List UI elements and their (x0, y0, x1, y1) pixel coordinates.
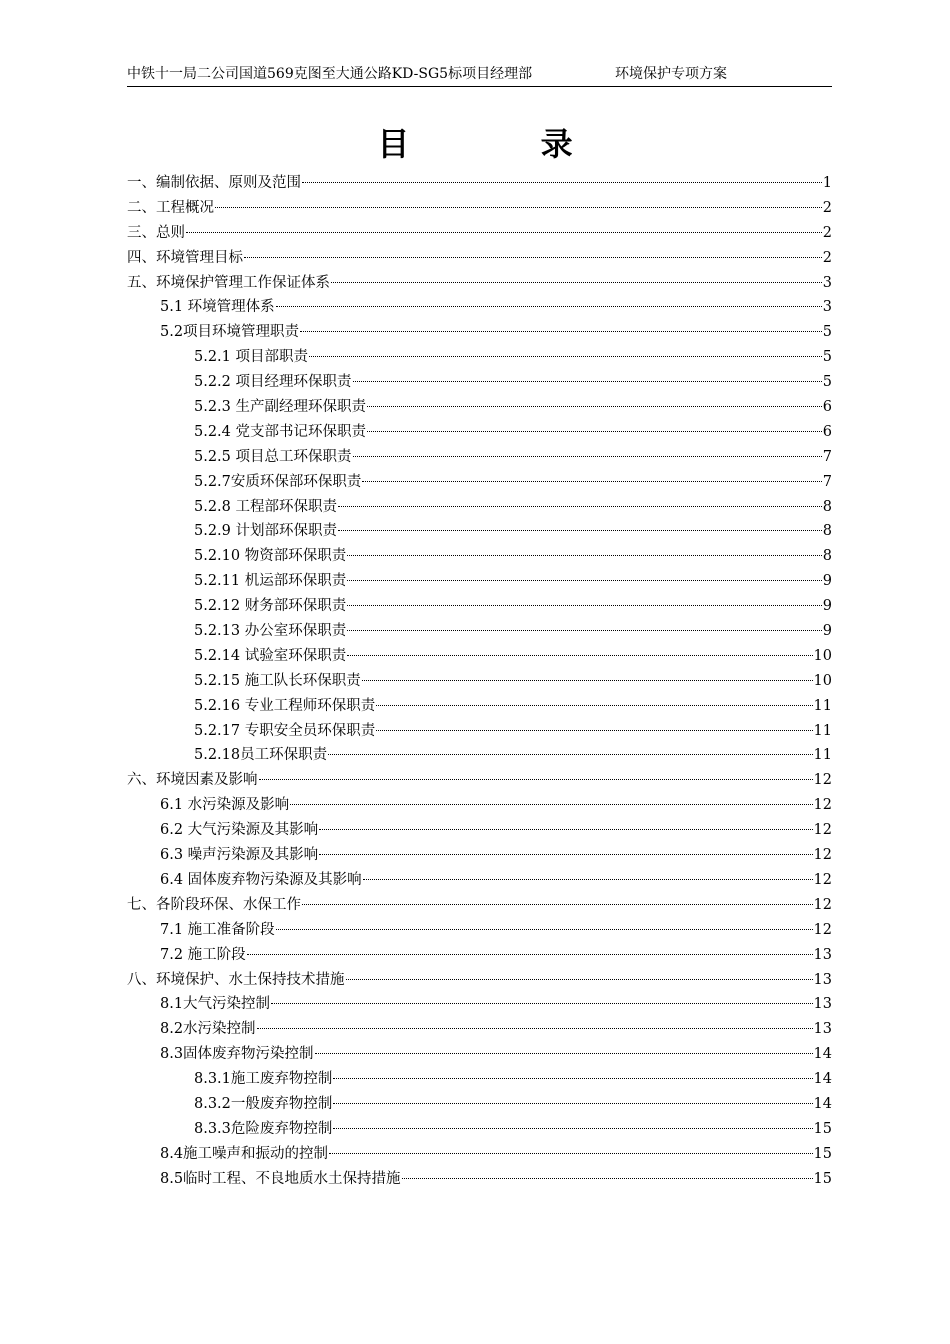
toc-entry[interactable] (127, 1042, 832, 1067)
toc-leader-dots (186, 232, 822, 233)
toc-leader-dots (346, 979, 813, 980)
toc-entry[interactable] (127, 793, 832, 818)
toc-entry[interactable] (127, 1117, 832, 1142)
toc-leader-dots (338, 506, 822, 507)
toc-entry-page-number: 7 (822, 448, 832, 465)
toc-entry[interactable] (127, 992, 832, 1017)
toc-entry[interactable] (127, 719, 832, 744)
toc-leader-dots (290, 804, 812, 805)
toc-entry-label: 8.3.1施工废弃物控制 (194, 1071, 333, 1088)
toc-entry[interactable] (127, 644, 832, 669)
toc-leader-dots (328, 754, 812, 755)
toc-entry[interactable] (127, 519, 832, 544)
toc-entry-page-number: 10 (813, 672, 832, 689)
toc-entry[interactable] (127, 619, 832, 644)
toc-entry-label: 5.2.4 党支部书记环保职责 (194, 423, 367, 440)
toc-entry-label: 八、环境保护、水土保持技术措施 (127, 971, 345, 988)
toc-entry-label: 5.2.3 生产副经理环保职责 (194, 399, 367, 416)
toc-entry-label: 7.1 施工准备阶段 (160, 921, 275, 938)
toc-title: 目 录 (377, 125, 633, 163)
toc-entry[interactable] (127, 395, 832, 420)
toc-leader-dots (333, 1103, 812, 1104)
toc-leader-dots (347, 605, 822, 606)
toc-entry-page-number: 11 (813, 697, 832, 714)
toc-entry-page-number: 9 (822, 598, 832, 615)
toc-leader-dots (338, 530, 822, 531)
toc-leader-dots (215, 207, 822, 208)
toc-entry-label: 8.3.3危险废弃物控制 (194, 1120, 333, 1137)
header-project-name: 中铁十一局二公司国道569克图至大通公路KD-SG5标项目经理部 (127, 66, 533, 82)
toc-entry[interactable] (127, 1142, 832, 1167)
toc-leader-dots (300, 331, 822, 332)
toc-leader-dots (402, 1178, 813, 1179)
toc-entry[interactable] (127, 196, 832, 221)
toc-entry-page-number: 13 (813, 946, 832, 963)
toc-entry-label: 8.1大气污染控制 (160, 996, 271, 1013)
toc-entry-page-number: 12 (813, 772, 832, 789)
toc-entry[interactable] (127, 694, 832, 719)
toc-entry-label: 5.2.12 财务部环保职责 (194, 598, 347, 615)
toc-entry[interactable] (127, 594, 832, 619)
toc-entry-page-number: 2 (822, 249, 832, 266)
toc-entry-label: 四、环境管理目标 (127, 249, 243, 266)
toc-entry[interactable] (127, 221, 832, 246)
toc-entry-label: 5.2.15 施工队长环保职责 (194, 672, 361, 689)
toc-entry[interactable] (127, 246, 832, 271)
header-document-title: 环境保护专项方案 (615, 66, 727, 82)
toc-entry[interactable] (127, 1067, 832, 1092)
toc-entry[interactable] (127, 918, 832, 943)
toc-entry-label: 8.3.2一般废弃物控制 (194, 1095, 333, 1112)
toc-entry-page-number: 12 (813, 921, 832, 938)
toc-entry[interactable] (127, 171, 832, 196)
toc-entry-label: 5.2.8 工程部环保职责 (194, 498, 338, 515)
toc-entry-label: 5.2.10 物资部环保职责 (194, 548, 347, 565)
toc-leader-dots (315, 1053, 813, 1054)
toc-entry-label: 七、各阶段环保、水保工作 (127, 896, 301, 913)
toc-entry-page-number: 9 (822, 573, 832, 590)
toc-entry-label: 5.2.17 专职安全员环保职责 (194, 722, 376, 739)
table-of-contents (127, 171, 832, 1192)
toc-entry-page-number: 6 (822, 399, 832, 416)
toc-entry-label: 六、环境因素及影响 (127, 772, 258, 789)
toc-entry-page-number: 11 (813, 722, 832, 739)
toc-entry-label: 8.5临时工程、不良地质水土保持措施 (160, 1170, 401, 1187)
toc-entry-page-number: 3 (822, 274, 832, 291)
toc-entry-label: 8.3固体废弃物污染控制 (160, 1046, 314, 1063)
toc-entry-label: 5.2.1 项目部职责 (194, 349, 309, 366)
toc-entry-page-number: 15 (813, 1145, 832, 1162)
toc-leader-dots (302, 904, 813, 905)
toc-entry-label: 5.2.14 试验室环保职责 (194, 647, 347, 664)
toc-leader-dots (362, 680, 813, 681)
toc-entry[interactable] (127, 943, 832, 968)
toc-entry-label: 5.1 环境管理体系 (160, 299, 275, 316)
toc-entry-page-number: 5 (822, 374, 832, 391)
toc-leader-dots (376, 705, 812, 706)
toc-leader-dots (319, 854, 812, 855)
toc-entry-label: 二、工程概况 (127, 199, 214, 216)
toc-entry-page-number: 2 (822, 199, 832, 216)
toc-entry-label: 5.2.13 办公室环保职责 (194, 623, 347, 640)
toc-leader-dots (347, 630, 822, 631)
toc-entry-page-number: 6 (822, 423, 832, 440)
toc-entry[interactable] (127, 271, 832, 296)
toc-leader-dots (347, 655, 812, 656)
toc-entry-page-number: 12 (813, 847, 832, 864)
toc-entry-label: 5.2.2 项目经理环保职责 (194, 374, 352, 391)
toc-leader-dots (271, 1003, 812, 1004)
toc-entry[interactable] (127, 968, 832, 993)
toc-entry-label: 8.2水污染控制 (160, 1021, 256, 1038)
page-header (127, 64, 832, 87)
toc-leader-dots (363, 879, 813, 880)
toc-entry[interactable] (127, 345, 832, 370)
toc-entry-page-number: 3 (822, 299, 832, 316)
toc-leader-dots (362, 481, 821, 482)
toc-entry-label: 5.2.18员工环保职责 (194, 747, 328, 764)
toc-entry-page-number: 14 (813, 1071, 832, 1088)
toc-entry[interactable] (127, 495, 832, 520)
toc-entry-page-number: 8 (822, 498, 832, 515)
toc-entry-label: 5.2.16 专业工程师环保职责 (194, 697, 376, 714)
toc-leader-dots (333, 1078, 812, 1079)
toc-leader-dots (367, 431, 822, 432)
toc-leader-dots (276, 929, 813, 930)
toc-entry[interactable] (127, 420, 832, 445)
toc-leader-dots (331, 282, 822, 283)
toc-leader-dots (319, 829, 812, 830)
toc-entry-page-number: 10 (813, 647, 832, 664)
toc-entry-label: 6.2 大气污染源及其影响 (160, 822, 319, 839)
toc-entry-page-number: 1 (822, 175, 832, 191)
toc-leader-dots (302, 182, 822, 183)
toc-leader-dots (367, 406, 822, 407)
toc-entry-page-number: 8 (822, 523, 832, 540)
toc-entry[interactable] (127, 320, 832, 345)
toc-entry[interactable] (127, 295, 832, 320)
toc-leader-dots (347, 580, 822, 581)
toc-entry-label: 五、环境保护管理工作保证体系 (127, 274, 330, 291)
toc-leader-dots (276, 306, 822, 307)
toc-leader-dots (247, 954, 813, 955)
toc-entry-label: 6.3 噪声污染源及其影响 (160, 847, 319, 864)
toc-entry-page-number: 9 (822, 623, 832, 640)
toc-entry-page-number: 12 (813, 797, 832, 814)
toc-entry[interactable] (127, 1092, 832, 1117)
toc-entry[interactable] (127, 868, 832, 893)
toc-entry[interactable] (127, 569, 832, 594)
toc-entry-page-number: 2 (822, 224, 832, 241)
toc-leader-dots (347, 555, 822, 556)
toc-entry-label: 5.2.9 计划部环保职责 (194, 523, 338, 540)
toc-entry[interactable] (127, 470, 832, 495)
toc-entry[interactable] (127, 1017, 832, 1042)
toc-entry-label: 5.2项目环境管理职责 (160, 324, 300, 341)
toc-leader-dots (353, 381, 822, 382)
toc-entry-label: 5.2.5 项目总工环保职责 (194, 448, 352, 465)
toc-entry-page-number: 8 (822, 548, 832, 565)
toc-leader-dots (329, 1153, 812, 1154)
toc-entry-label: 7.2 施工阶段 (160, 946, 246, 963)
toc-entry-label: 5.2.11 机运部环保职责 (194, 573, 347, 590)
toc-entry[interactable] (127, 843, 832, 868)
toc-entry-page-number: 15 (813, 1120, 832, 1137)
toc-entry-page-number: 12 (813, 822, 832, 839)
toc-leader-dots (353, 456, 822, 457)
toc-entry-label: 6.1 水污染源及影响 (160, 797, 290, 814)
toc-entry-label: 三、总则 (127, 224, 185, 241)
toc-leader-dots (244, 257, 822, 258)
toc-leader-dots (257, 1028, 813, 1029)
toc-entry[interactable] (127, 743, 832, 768)
toc-leader-dots (376, 730, 812, 731)
toc-entry[interactable] (127, 768, 832, 793)
toc-entry-label: 6.4 固体废弃物污染源及其影响 (160, 871, 362, 888)
toc-entry-page-number: 12 (813, 871, 832, 888)
toc-entry[interactable] (127, 544, 832, 569)
toc-entry-page-number: 14 (813, 1095, 832, 1112)
toc-entry-label: 8.4施工噪声和振动的控制 (160, 1145, 329, 1162)
toc-entry-page-number: 13 (813, 971, 832, 988)
toc-leader-dots (333, 1128, 812, 1129)
toc-entry-page-number: 13 (813, 1021, 832, 1038)
toc-entry[interactable] (127, 370, 832, 395)
toc-entry-label: 一、编制依据、原则及范围 (127, 175, 301, 191)
toc-leader-dots (309, 356, 822, 357)
toc-entry-page-number: 14 (813, 1046, 832, 1063)
toc-entry-page-number: 7 (822, 473, 832, 490)
toc-entry-label: 5.2.7安质环保部环保职责 (194, 473, 362, 490)
toc-entry-page-number: 12 (813, 896, 832, 913)
toc-entry-page-number: 5 (822, 324, 832, 341)
toc-entry[interactable] (127, 669, 832, 694)
toc-leader-dots (259, 779, 813, 780)
toc-entry-page-number: 5 (822, 349, 832, 366)
toc-entry-page-number: 11 (813, 747, 832, 764)
toc-entry-page-number: 13 (813, 996, 832, 1013)
toc-entry[interactable] (127, 1167, 832, 1192)
toc-entry-page-number: 15 (813, 1170, 832, 1187)
toc-entry[interactable] (127, 893, 832, 918)
toc-entry[interactable] (127, 818, 832, 843)
toc-entry[interactable] (127, 445, 832, 470)
